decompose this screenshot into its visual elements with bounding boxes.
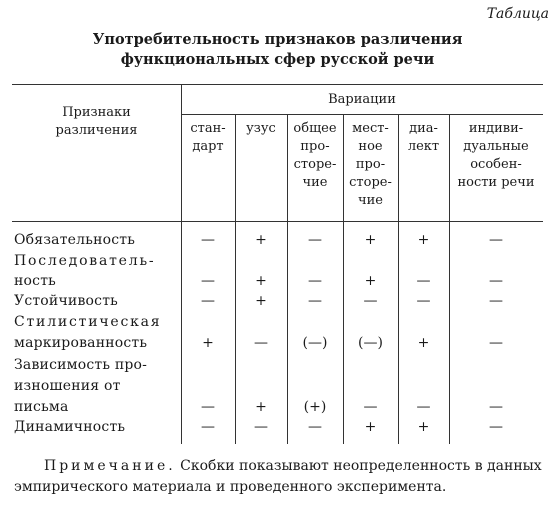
column-header-line: про- xyxy=(300,139,330,154)
row-label-pronunciation-dependency xyxy=(14,377,173,395)
note-text: Скобки показывают неопределенность в данных эмпирического материала и проведенного эксперимента. xyxy=(14,458,542,495)
row-label-dynamism: Динамичность xyxy=(14,419,126,435)
table-cell: — xyxy=(363,293,378,309)
table-cell: — xyxy=(308,419,322,435)
column-header-common-vernacular xyxy=(287,120,343,192)
table-cell: — xyxy=(308,273,322,289)
table-title-line-2: функциональных сфер русской речи xyxy=(120,51,435,68)
column-header-line: узус xyxy=(246,121,276,136)
column-header-local-vernacular xyxy=(343,120,398,210)
table-cell: + xyxy=(364,232,377,248)
table-note xyxy=(14,456,542,498)
table-cell: — xyxy=(201,399,215,415)
column-header-line: дарт xyxy=(192,139,224,154)
criteria-header-line: различения xyxy=(55,123,138,138)
column-header-line: особен- xyxy=(470,157,522,172)
note-heading: Примечание. xyxy=(44,458,176,474)
table-cell: — xyxy=(201,293,215,309)
table-cell: + xyxy=(364,419,377,435)
table-cell: — xyxy=(201,419,215,435)
table-cell: + xyxy=(255,232,267,248)
table-cell: — xyxy=(254,335,268,351)
row-label-obligatoriness: Обязательность xyxy=(14,232,136,248)
column-header-line: общее xyxy=(293,121,337,136)
table-cell: — xyxy=(489,293,503,309)
row-label-consistency: Последователь- xyxy=(14,253,156,269)
table-cell: — xyxy=(308,232,322,248)
table-cell: + xyxy=(364,273,377,289)
criteria-header xyxy=(12,104,181,140)
table-cell: + xyxy=(417,419,430,435)
variations-header: Вариации xyxy=(328,92,396,107)
column-header-line: диа- xyxy=(409,121,438,136)
table-cell: — xyxy=(416,273,431,289)
column-header-dialect xyxy=(398,120,449,156)
column-header-line: дуальные xyxy=(463,139,529,154)
column-header-line: чие xyxy=(358,193,383,208)
criteria-header-line: Признаки xyxy=(62,105,131,120)
table-cell: — xyxy=(201,232,215,248)
table-cell: — xyxy=(363,399,378,415)
column-header-line: мест- xyxy=(352,121,389,136)
row-label-stability: Устойчивость xyxy=(14,293,118,309)
table-title-line-1: Употребительность признаков различения xyxy=(92,31,463,48)
table-cell: (+) xyxy=(303,399,327,415)
row-label-consistency: ность xyxy=(14,273,56,289)
column-header-line: индиви- xyxy=(468,121,524,136)
table-label: Таблица xyxy=(486,6,549,22)
table-cell: — xyxy=(416,399,431,415)
table-cell: — xyxy=(489,273,503,289)
column-header-line: ное xyxy=(358,139,383,154)
row-label-text: изношения от xyxy=(14,378,121,394)
table-cell: + xyxy=(417,232,430,248)
table-cell: (—) xyxy=(302,335,328,351)
table-top-rule xyxy=(12,84,543,85)
table-cell: — xyxy=(489,335,503,351)
table-cell: — xyxy=(308,293,322,309)
row-label-stylistic-marking: Стилистическая xyxy=(14,314,162,330)
row-label-pronunciation-dependency: Зависимость про- xyxy=(14,357,148,373)
table-cell: — xyxy=(489,232,503,248)
column-header-standard xyxy=(181,120,235,156)
column-header-line: сторе- xyxy=(293,157,337,172)
table-cell: + xyxy=(255,293,267,309)
table-cell: + xyxy=(202,335,214,351)
column-header-line: стан- xyxy=(190,121,226,136)
column-header-line: чие xyxy=(302,175,328,190)
table-cell: — xyxy=(416,293,431,309)
table-cell: — xyxy=(201,273,215,289)
column-header-individual xyxy=(449,120,543,192)
column-header-line: лект xyxy=(407,139,440,154)
table-cell: — xyxy=(489,399,503,415)
row-label-pronunciation-dependency: письма xyxy=(14,399,69,415)
table-cell: + xyxy=(255,273,267,289)
column-header-line: про- xyxy=(355,157,386,172)
table-cell: — xyxy=(489,419,503,435)
table-cell: + xyxy=(255,399,267,415)
column-header-line: ности речи xyxy=(457,175,535,190)
table-cell: + xyxy=(417,335,430,351)
column-header-usage xyxy=(235,120,287,138)
row-label-stylistic-marking: маркированность xyxy=(14,335,148,351)
column-header-line: сторе- xyxy=(349,175,392,190)
header-bottom-rule xyxy=(12,221,543,222)
table-cell: (—) xyxy=(358,335,383,351)
table-cell: — xyxy=(254,419,268,435)
